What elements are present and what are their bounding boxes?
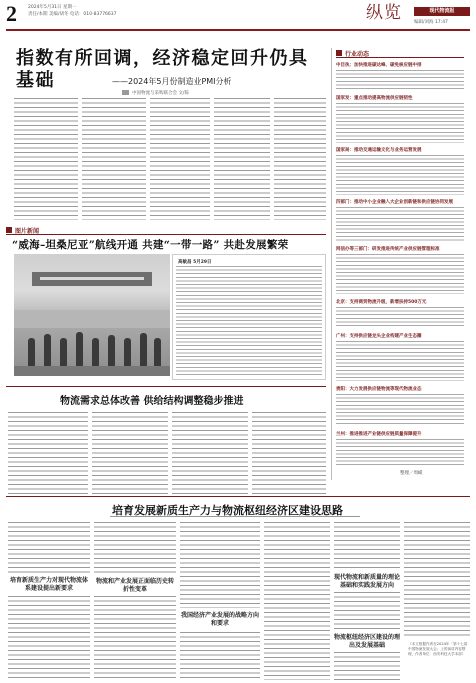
b2-text (404, 522, 470, 638)
b2-text (180, 522, 260, 608)
sidebar-item-text (336, 155, 464, 195)
b2-subsection-2: 物流和产业发展正面临历史转折性变革 (95, 578, 174, 593)
sidebar-item-headline: 四部门：推动中小企业融入大企业创新链和供应链协同发展 (336, 199, 464, 205)
issue-date: 2024年5月31日 星期一 (28, 5, 77, 10)
lead-text-col-1 (14, 98, 78, 220)
sidebar-item-headline: 网信办等三部门：研发推进传统产业供应链管理标准 (336, 246, 464, 252)
editor-line: 责任/本期 美编/胡冬 电话：010-83776637 (28, 11, 117, 17)
sidebar-item-headline: 北京：支持商贸物流升级，新增扶持500万元 (336, 299, 464, 305)
edition-meta: 编辑/刘海 17:47 (414, 20, 448, 25)
sidebar-item-text (336, 341, 464, 381)
b1-text-col-3 (172, 412, 248, 496)
section-rule (6, 496, 470, 497)
picture-marker-icon (6, 227, 12, 233)
b2-text (94, 522, 176, 574)
b2-subsection-5: 物流枢纽经济区建设的理出及发展基础 (334, 634, 401, 649)
lead-text-col-5 (274, 98, 326, 220)
sidebar-divider (331, 48, 332, 480)
page-number: 2 (6, 1, 17, 26)
b2-text (264, 522, 330, 680)
sidebar-item-text (336, 254, 464, 294)
sidebar-item-text (336, 70, 464, 90)
sidebar-item-text (336, 103, 464, 143)
sidebar-item-headline: 国家发：重点推动提高物流供应链韧性 (336, 95, 464, 101)
b2-text (334, 592, 400, 630)
sidebar-item-headline: 中目执：加快推进碳达峰、碳免核应链中排 (336, 62, 464, 68)
sidebar-author: 整理／周嵘 (400, 471, 423, 476)
picture-news-tag (6, 226, 326, 235)
photo-person (124, 338, 131, 368)
photo-person (76, 332, 83, 368)
sidebar-item-headline: 贵阳：大力发展供应链物流等现代物流业态 (336, 386, 464, 392)
lead-text-col-2 (82, 98, 146, 220)
photo-stage (14, 310, 170, 328)
lead-text-col-3 (150, 98, 210, 220)
newspaper-brand: 现代物流报 (414, 7, 470, 16)
section-name: 纵览 (366, 3, 402, 23)
b1-text-col-4 (252, 412, 326, 496)
picture-news-tag-text: 图片新闻 (15, 228, 40, 235)
b2-subsection-1: 培育新质生产力对现代物流体系建设提出新要求 (9, 577, 88, 592)
sidebar-marker-icon (336, 50, 342, 56)
caption-text (176, 266, 322, 376)
byline-text: 中国物流与采购联合会 文/陈 (132, 91, 189, 96)
article-reference-note: （本文根据作者在2024年「第十七届中国物流发展大会」上的演讲内容整理，作者单位：西安科技大学本部） (408, 642, 468, 656)
section-b2-title: 培育发展新质生产力与物流枢纽经济区建设思路 (112, 504, 343, 517)
section-b2-underline (110, 516, 360, 517)
section-rule (6, 386, 326, 387)
b2-text (334, 522, 400, 570)
header-meta (28, 5, 117, 18)
b2-text (180, 632, 260, 680)
caption-lead: 高敏昌 5月29日 (178, 260, 212, 265)
sidebar-item-text (336, 307, 464, 327)
lead-text-col-4 (214, 98, 270, 220)
photo-person (92, 338, 99, 368)
photo-banner (32, 272, 152, 286)
sidebar-item-headline: 兰州：推进推进产业链供应链质量保障提升 (336, 431, 464, 437)
section-b1-title: 物流需求总体改善 供给结构调整稳步推进 (60, 396, 244, 407)
b1-text-col-2 (92, 412, 168, 496)
sidebar-item-headline: 国家局：推动交通运输文化与业务运营发展 (336, 147, 464, 153)
photo-floor (14, 366, 170, 376)
sidebar-item-text (336, 207, 464, 241)
photo-person (140, 333, 147, 368)
photo-person (28, 338, 35, 368)
b2-text (8, 596, 90, 680)
b2-text (8, 522, 90, 574)
photo-person (44, 334, 51, 368)
picture-news-title: “威海–坦桑尼亚”航线开通 共建“一带一路” 共赴发展繁荣 (12, 239, 289, 251)
b2-text (334, 652, 400, 680)
sidebar-item-text (336, 439, 464, 467)
page-headline: 指数有所回调，经济稳定回升仍具基础 (16, 48, 309, 91)
photo-person (60, 338, 67, 368)
author-icon (122, 90, 129, 95)
sidebar-title (336, 50, 464, 58)
article-byline (122, 90, 189, 96)
b2-text (94, 596, 176, 680)
sidebar-item-headline: 广州：支持供应链龙头企业构建产业生态圈 (336, 333, 464, 339)
sidebar-item-text (336, 394, 464, 426)
b1-text-col-1 (8, 412, 88, 496)
photo-person (108, 335, 115, 368)
page-header (6, 3, 470, 31)
sidebar-title-text: 行业动态 (345, 51, 370, 58)
b2-subsection-4: 现代物流和新质量的理论基础和实践发展方向 (334, 574, 401, 589)
page-subhead: ——2024年5月份制造业PMI分析 (112, 77, 232, 86)
b2-subsection-3: 我国经济产业发展的战略方向和要求 (180, 612, 259, 627)
photo-person (154, 338, 161, 368)
news-photo (14, 254, 170, 376)
